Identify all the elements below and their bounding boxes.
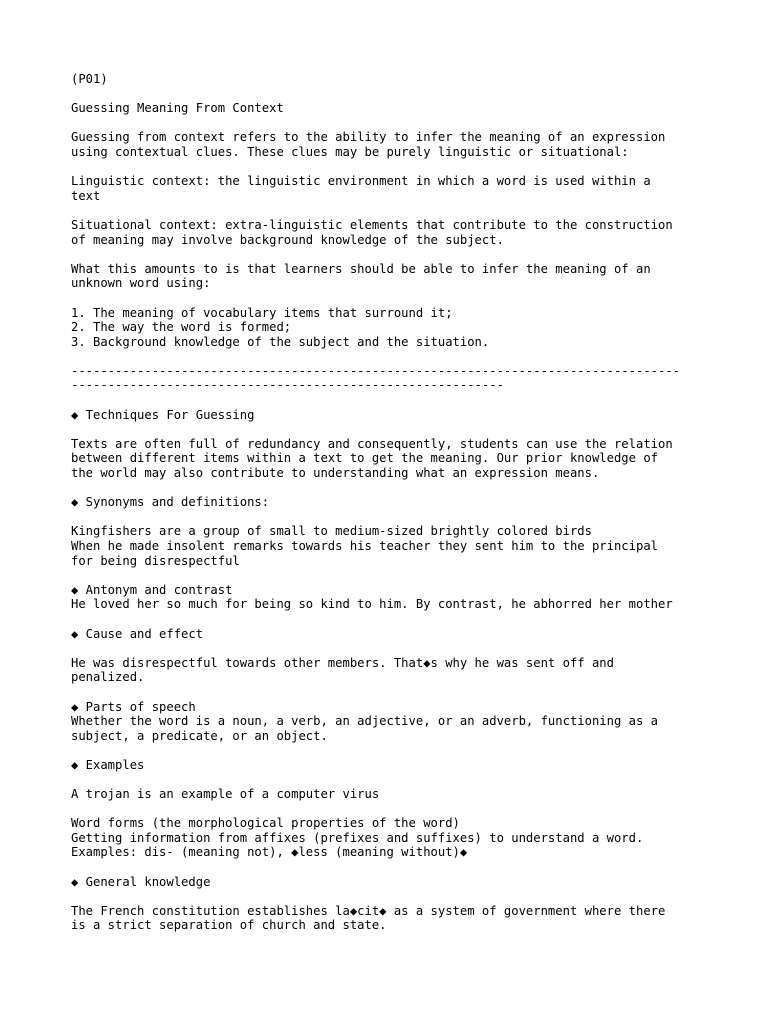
text-line: He loved her so much for being so kind to him. By contrast, he abhorred her mother xyxy=(71,597,673,612)
text-line: text xyxy=(71,188,101,203)
blank-line xyxy=(71,568,768,583)
general-knowledge-heading: ◆ General knowledge xyxy=(71,874,211,889)
blank-line xyxy=(71,743,768,758)
text-line: What this amounts to is that learners should be able to infer the meaning of an xyxy=(71,261,651,276)
blank-line xyxy=(71,510,768,525)
blank-line xyxy=(71,773,768,788)
blank-line xyxy=(71,393,768,408)
text-line: Kingfishers are a group of small to medium-sized brightly colored birds xyxy=(71,524,592,539)
text-line: Whether the word is a noun, a verb, an adjective, or an adverb, functioning as a xyxy=(71,714,658,729)
dash-rule: ----------------------------------------------------------- xyxy=(71,378,504,393)
blank-line xyxy=(71,889,768,904)
parts-of-speech-paragraph xyxy=(71,714,768,743)
text-line: subject, a predicate, or an object. xyxy=(71,728,328,743)
blank-line xyxy=(71,116,768,131)
document-title: Guessing Meaning From Context xyxy=(71,101,284,116)
text-line: Examples: dis- (meaning not), ◆less (meaning without)◆ xyxy=(71,845,468,860)
text-line: A trojan is an example of a computer virus xyxy=(71,787,380,802)
antonym-paragraph xyxy=(71,597,768,612)
text-line: The French constitution establishes la◆cit◆ as a system of government where there xyxy=(71,903,666,918)
text-line: Guessing from context refers to the ability to infer the meaning of an expression xyxy=(71,130,666,145)
blank-line xyxy=(71,247,768,262)
text-line: Word forms (the morphological properties of the word) xyxy=(71,816,460,831)
techniques-heading: ◆ Techniques For Guessing xyxy=(71,407,255,422)
blank-line xyxy=(71,612,768,627)
blank-line xyxy=(71,422,768,437)
parts-of-speech-heading: ◆ Parts of speech xyxy=(71,699,196,714)
blank-line xyxy=(71,685,768,700)
text-line: He was disrespectful towards other members. That◆s why he was sent off and xyxy=(71,655,614,670)
text-line: the world may also contribute to understanding what an expression means. xyxy=(71,466,600,481)
separator-line xyxy=(71,364,768,393)
blank-line xyxy=(71,87,768,102)
numbered-list xyxy=(71,306,768,350)
text-line: Situational context: extra-linguistic elements that contribute to the construction xyxy=(71,217,673,232)
examples-heading: ◆ Examples xyxy=(71,757,145,772)
text-line: penalized. xyxy=(71,670,145,685)
list-item: 3. Background knowledge of the subject and the situation. xyxy=(71,334,490,349)
word-forms-paragraph xyxy=(71,816,768,860)
blank-line xyxy=(71,203,768,218)
blank-line xyxy=(71,160,768,175)
blank-line xyxy=(71,349,768,364)
cause-effect-paragraph xyxy=(71,656,768,685)
examples-paragraph xyxy=(71,787,768,802)
blank-line xyxy=(71,291,768,306)
blank-line xyxy=(71,481,768,496)
blank-line xyxy=(71,802,768,817)
text-line: for being disrespectful xyxy=(71,553,240,568)
text-line: using contextual clues. These clues may be purely linguistic or situational: xyxy=(71,144,629,159)
text-line: between different items within a text to get the meaning. Our prior knowledge of xyxy=(71,451,658,466)
page-code: (P01) xyxy=(71,72,108,86)
dash-rule: ----------------------------------------------------------------------------------- xyxy=(71,363,681,378)
text-line: Texts are often full of redundancy and consequently, students can use the relation xyxy=(71,436,673,451)
general-knowledge-paragraph xyxy=(71,904,768,933)
list-item: 2. The way the word is formed; xyxy=(71,320,292,335)
intro-paragraph xyxy=(71,130,768,159)
list-item: 1. The meaning of vocabulary items that surround it; xyxy=(71,305,453,320)
techniques-paragraph xyxy=(71,437,768,481)
blank-line xyxy=(71,860,768,875)
text-line: is a strict separation of church and state. xyxy=(71,918,387,933)
synonyms-paragraph xyxy=(71,524,768,568)
amounts-to-paragraph xyxy=(71,262,768,291)
synonyms-heading: ◆ Synonyms and definitions: xyxy=(71,495,270,510)
blank-line xyxy=(71,641,768,656)
text-line: of meaning may involve background knowledge of the subject. xyxy=(71,232,504,247)
text-line: unknown word using: xyxy=(71,276,211,291)
antonym-heading: ◆ Antonym and contrast xyxy=(71,582,233,597)
linguistic-context-paragraph xyxy=(71,174,768,203)
text-line: When he made insolent remarks towards his teacher they sent him to the principal xyxy=(71,539,658,553)
situational-context-paragraph xyxy=(71,218,768,247)
text-line: Getting information from affixes (prefixes and suffixes) to understand a word. xyxy=(71,830,644,845)
text-line: Linguistic context: the linguistic environment in which a word is used within a xyxy=(71,174,651,189)
cause-effect-heading: ◆ Cause and effect xyxy=(71,626,204,641)
